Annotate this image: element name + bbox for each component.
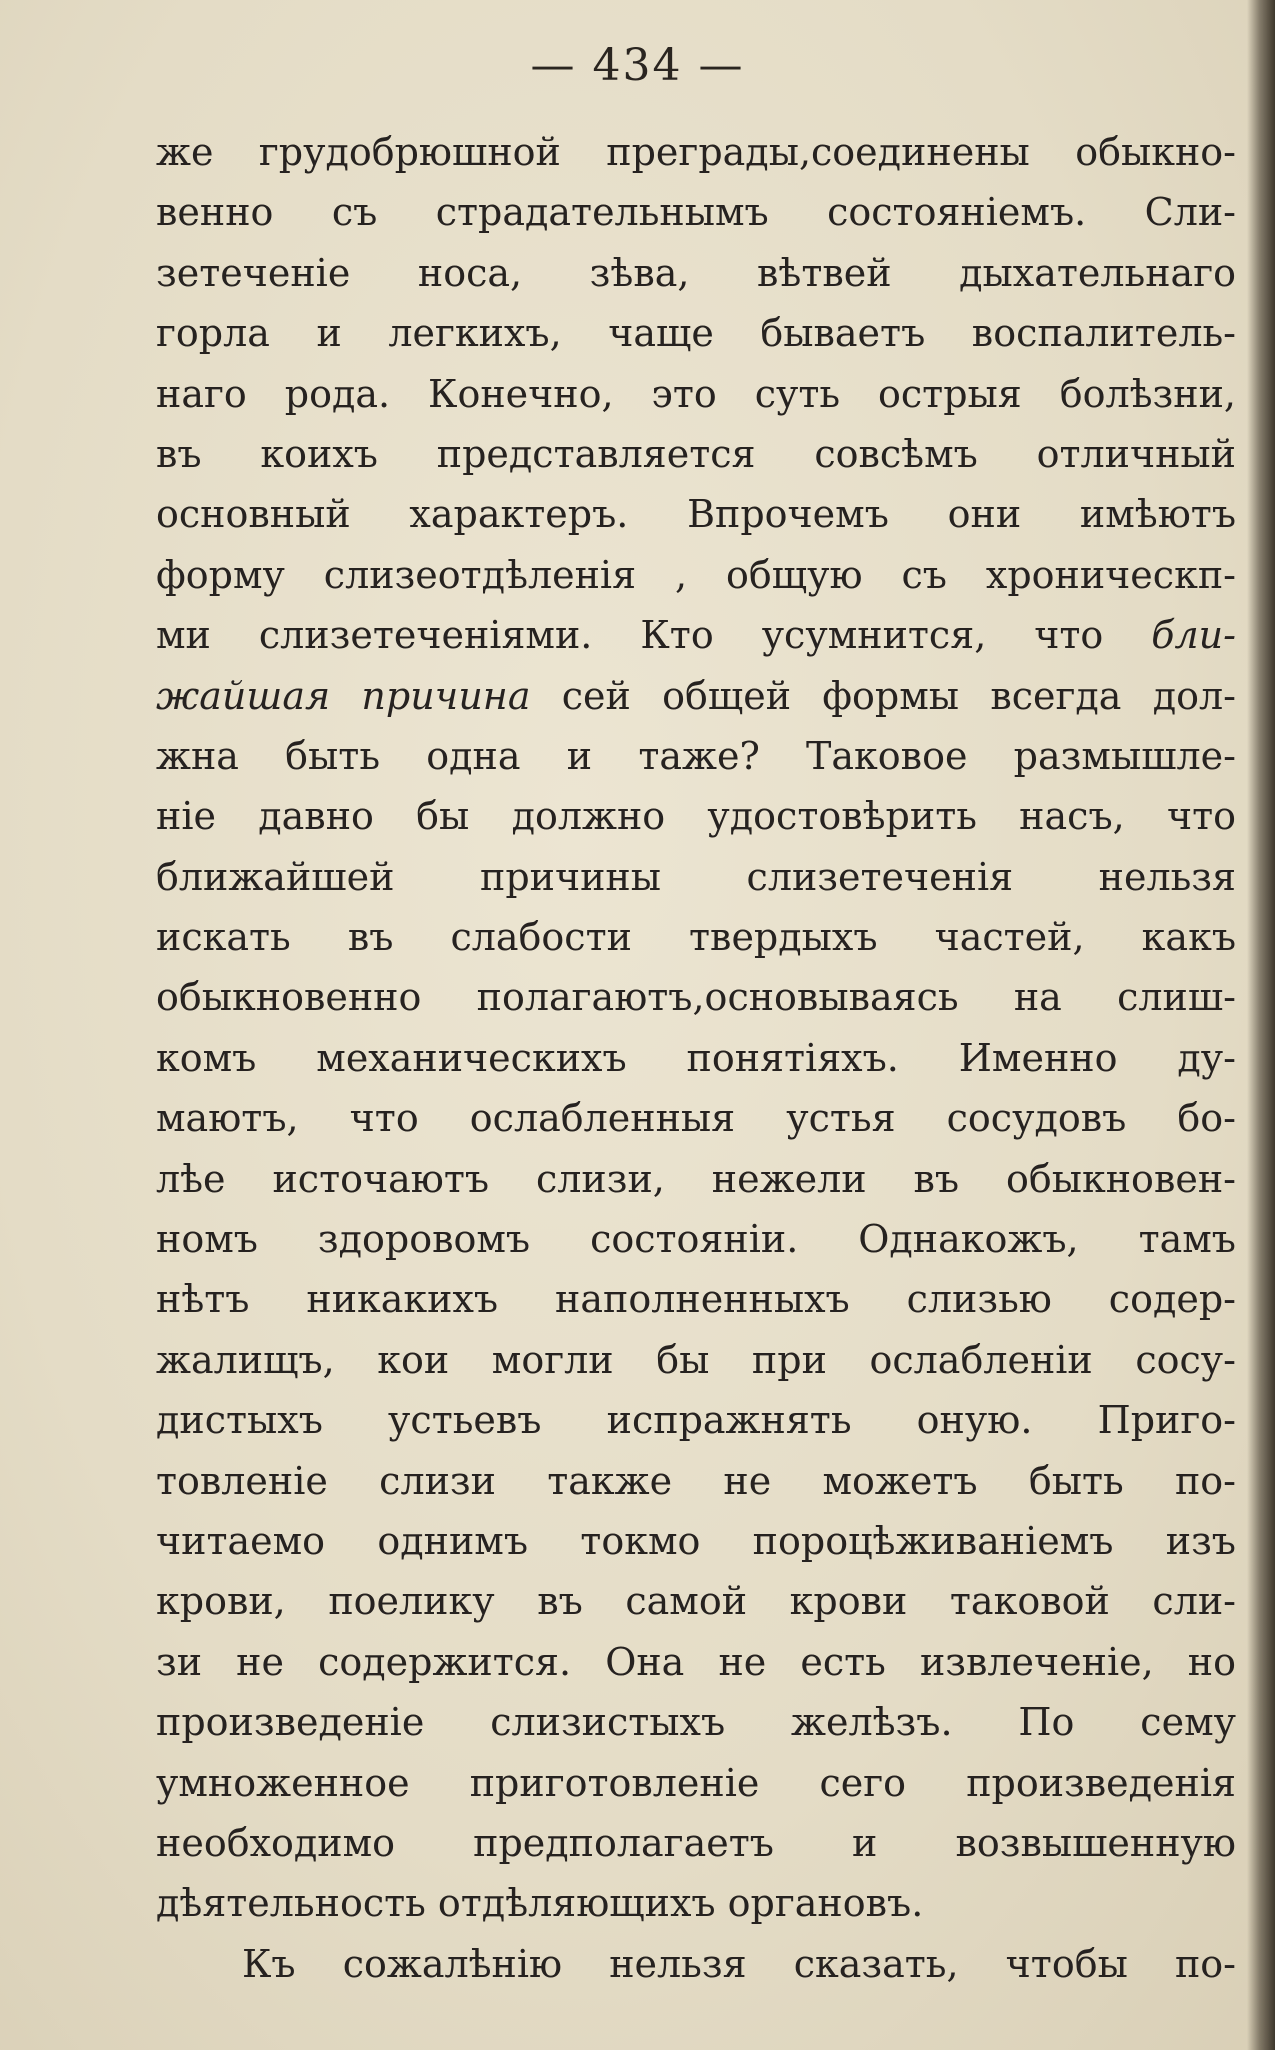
text-line: нѣтъ никакихъ наполненныхъ слизью содер-	[156, 1277, 1236, 1322]
text-line: искать въ слабости твердыхъ частей, какъ	[156, 915, 1236, 960]
body-text	[156, 122, 1236, 1994]
text-line: дистыхъ устьевъ испражнять оную. Приго-	[156, 1398, 1236, 1443]
text-segment: ми слизетеченiями. Кто усумнится, что	[156, 613, 1152, 658]
binding-edge	[1247, 0, 1275, 2050]
text-line: комъ механическихъ понятiяхъ. Именно ду-	[156, 1035, 1236, 1080]
text-line: лѣе источаютъ слизи, нежели въ обыкновен-	[156, 1156, 1236, 1201]
page-number: — 434 —	[530, 40, 745, 91]
text-line: наго рода. Конечно, это суть острыя болѣзни,	[156, 371, 1236, 416]
italic-text-segment: жайшая причина	[156, 673, 531, 718]
text-line-with-italic	[156, 605, 1236, 665]
text-line: необходимо предполагаетъ и возвышенную	[156, 1820, 1236, 1865]
text-line: читаемо однимъ токмо пороцѣживанiемъ изъ	[156, 1518, 1236, 1563]
text-line: товленiе слизи также не можетъ быть по-	[156, 1458, 1236, 1503]
text-line: произведенiе слизистыхъ желѣзъ. По сему	[156, 1700, 1236, 1745]
text-line: маютъ, что ослабленныя устья сосудовъ бо-	[156, 1096, 1236, 1141]
text-line: жалищъ, кои могли бы при ослабленiи сосу-	[156, 1337, 1236, 1382]
text-line: основный характеръ. Впрочемъ они имѣютъ	[156, 492, 1236, 537]
text-line: форму слизеотдѣленiя , общую съ хроническп-	[156, 552, 1236, 597]
text-line: обыкновенно полагаютъ,основываясь на слиш-	[156, 975, 1236, 1020]
paragraph-end-line: дѣятельность отдѣляющихъ органовъ.	[156, 1881, 924, 1926]
text-line: ближайшей причины слизетеченiя нельзя	[156, 854, 1236, 899]
text-line: въ коихъ представляется совсѣмъ отличный	[156, 431, 1236, 476]
text-line: зетеченiе носа, зѣва, вѣтвей дыхательнаго	[156, 250, 1236, 295]
text-line: горла и легкихъ, чаще бываетъ воспалитель-	[156, 311, 1236, 356]
text-line: венно съ страдательнымъ состоянiемъ. Сли-	[156, 190, 1236, 235]
paragraph-start-line: Къ сожалѣнiю нельзя сказать, чтобы по-	[242, 1941, 1236, 1986]
text-line: нiе давно бы должно удостовѣрить насъ, что	[156, 794, 1236, 839]
text-line-with-italic	[156, 666, 1236, 726]
text-line: зи не содержится. Она не есть извлеченiе, но	[156, 1639, 1236, 1684]
text-line: же грудобрюшной преграды,соединены обыкно-	[156, 130, 1236, 174]
text-segment: сей общей формы всегда дол-	[530, 673, 1236, 718]
text-line: жна быть одна и таже? Таковое размышле-	[156, 733, 1236, 778]
text-line: умноженное приготовленiе сего произведенiя	[156, 1760, 1236, 1805]
italic-text-segment: бли-	[1151, 613, 1236, 658]
text-line: номъ здоровомъ состоянiи. Однакожъ, тамъ	[156, 1217, 1236, 1262]
text-line: крови, поелику въ самой крови таковой сли-	[156, 1579, 1236, 1624]
